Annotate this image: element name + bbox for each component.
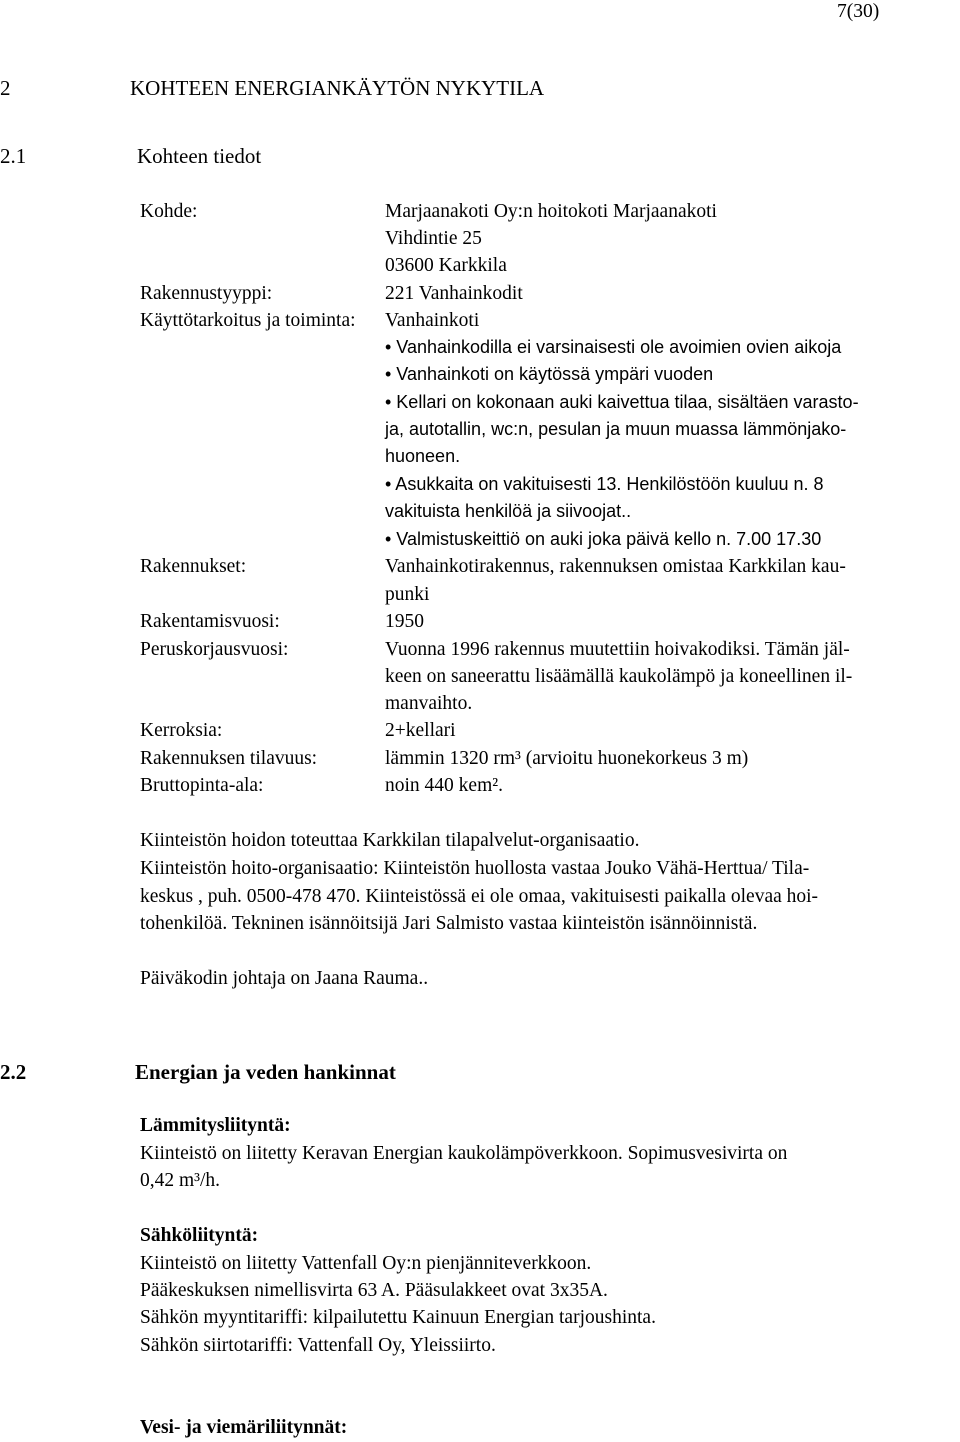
- peruskorjausvuosi-line-2: keen on saneerattu lisäämällä kaukolämpö ja koneellinen il-: [385, 666, 853, 687]
- rakentamisvuosi-label: Rakentamisvuosi:: [140, 611, 280, 632]
- kohde-label: Kohde:: [140, 201, 198, 222]
- paragraph-1-line-2: Kiinteistön hoito-organisaatio: Kiinteistön huollosta vastaa Jouko Vähä-Herttua/ Tila-: [140, 858, 810, 879]
- rakennustyyppi-value: 221 Vanhainkodit: [385, 283, 523, 304]
- kohde-line-3: 03600 Karkkila: [385, 255, 507, 276]
- kohde-line-2: Vihdintie 25: [385, 228, 482, 249]
- paragraph-1-line-4: tohenkilöä. Tekninen isännöitsijä Jari Salmisto vastaa kiinteistön isännöinnistä.: [140, 913, 758, 934]
- rakentamisvuosi-value: 1950: [385, 611, 424, 632]
- paragraph-1-line-3: keskus , puh. 0500-478 470. Kiinteistössä ei ole omaa, vakituisesti paikalla olevaa hoi-: [140, 886, 819, 907]
- bullet-line-4: ja, autotallin, wc:n, pesulan ja muun muassa lämmönjako-: [385, 419, 847, 439]
- rakennukset-line-2: punki: [385, 584, 430, 605]
- sahko-line-3: Sähkön myyntitariffi: kilpailutettu Kainuun Energian tarjoushinta.: [140, 1307, 656, 1328]
- rakennustyyppi-label: Rakennustyyppi:: [140, 283, 273, 304]
- section-2-number: 2: [0, 76, 11, 100]
- rakennukset-line-1: Vanhainkotirakennus, rakennuksen omistaa Karkkilan kau-: [385, 556, 846, 577]
- kayttotarkoitus-value: Vanhainkoti: [385, 310, 480, 331]
- section-2-title: KOHTEEN ENERGIANKÄYTÖN NYKYTILA: [130, 76, 545, 100]
- lammitys-heading: Lämmitysliityntä:: [140, 1115, 291, 1136]
- kohde-line-1: Marjaanakoti Oy:n hoitokoti Marjaanakoti: [385, 201, 717, 222]
- lammitys-line-1: Kiinteistö on liitetty Keravan Energian kaukolämpöverkkoon. Sopimusvesivirta on: [140, 1143, 788, 1164]
- section-2-2-title: Energian ja veden hankinnat: [135, 1060, 396, 1084]
- paragraph-1-line-1: Kiinteistön hoidon toteuttaa Karkkilan tilapalvelut-organisaatio.: [140, 830, 640, 851]
- bullet-line-3: • Kellari on kokonaan auki kaivettua tilaa, sisältäen varasto-: [385, 392, 859, 412]
- bullet-line-7: vakituista henkilöä ja siivoojat..: [385, 501, 632, 521]
- peruskorjausvuosi-line-3: manvaihto.: [385, 693, 473, 714]
- sahko-line-1: Kiinteistö on liitetty Vattenfall Oy:n pienjänniteverkkoon.: [140, 1253, 592, 1274]
- sahko-line-2: Pääkeskuksen nimellisvirta 63 A. Pääsulakkeet ovat 3x35A.: [140, 1280, 608, 1301]
- lammitys-line-2: 0,42 m³/h.: [140, 1170, 221, 1191]
- section-2-1-number: 2.1: [0, 144, 27, 168]
- sahko-heading: Sähköliityntä:: [140, 1225, 259, 1246]
- tilavuus-value: lämmin 1320 rm³ (arvioitu huonekorkeus 3 m): [385, 748, 749, 769]
- section-2-2-number: 2.2: [0, 1060, 27, 1084]
- bruttopinta-ala-label: Bruttopinta-ala:: [140, 775, 264, 796]
- bullet-line-2: • Vanhainkoti on käytössä ympäri vuoden: [385, 364, 714, 384]
- vesi-heading: Vesi- ja viemäriliitynnät:: [140, 1417, 348, 1438]
- peruskorjausvuosi-label: Peruskorjausvuosi:: [140, 639, 289, 660]
- kayttotarkoitus-label: Käyttötarkoitus ja toiminta:: [140, 310, 356, 331]
- bullet-line-5: huoneen.: [385, 446, 461, 466]
- paragraph-2: Päiväkodin johtaja on Jaana Rauma..: [140, 968, 429, 989]
- bullet-line-6: • Asukkaita on vakituisesti 13. Henkilöstöön kuuluu n. 8: [385, 474, 824, 494]
- sahko-line-4: Sähkön siirtotariffi: Vattenfall Oy, Yleissiirto.: [140, 1335, 496, 1356]
- kerroksia-label: Kerroksia:: [140, 720, 223, 741]
- bullet-line-1: • Vanhainkodilla ei varsinaisesti ole avoimien ovien aikoja: [385, 337, 842, 357]
- bullet-line-8: • Valmistuskeittiö on auki joka päivä kello n. 7.00 17.30: [385, 529, 822, 549]
- kerroksia-value: 2+kellari: [385, 720, 456, 741]
- tilavuus-label: Rakennuksen tilavuus:: [140, 748, 318, 769]
- bruttopinta-ala-value: noin 440 kem².: [385, 775, 503, 796]
- section-2-1-title: Kohteen tiedot: [137, 144, 262, 168]
- peruskorjausvuosi-line-1: Vuonna 1996 rakennus muutettiin hoivakodiksi. Tämän jäl-: [385, 639, 850, 660]
- page-number: 7(30): [837, 1, 880, 22]
- rakennukset-label: Rakennukset:: [140, 556, 247, 577]
